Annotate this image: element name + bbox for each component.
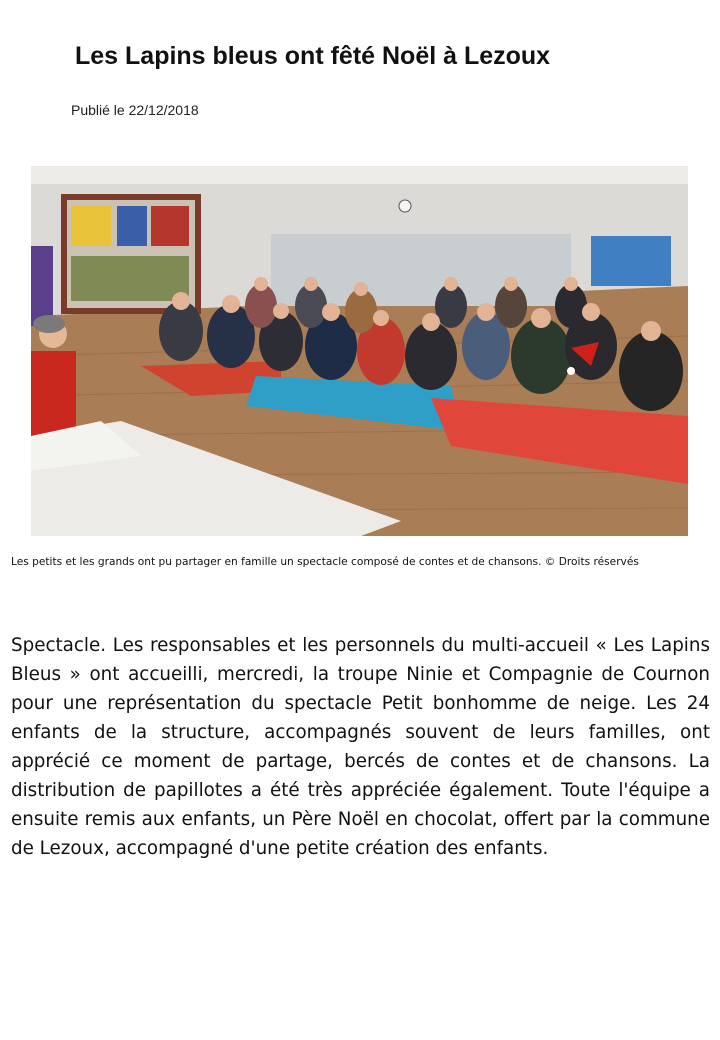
article-title: Les Lapins bleus ont fêté Noël à Lezoux (75, 42, 551, 70)
article-body: Spectacle. Les responsables et les personnels du multi-accueil « Les Lapins Bleus » ont accueilli, mercredi, la troupe Ninie et Compagnie de Cournon pour une représentation du spectacle Petit bonhomme de neige. Les 24 enfants de la structure, accompagnés souvent de leurs familles, ont apprécié ce moment de partage, bercés de contes et de chansons. La distribution de papillotes a été très appréciée également. Toute l'équipe a ensuite remis aux enfants, un Père Noël en chocolat, offert par la commune de Lezoux, accompagné d'une petite création des enfants. (11, 635, 710, 859)
publish-date: Publié le 22/12/2018 (71, 102, 199, 118)
photo-caption: Les petits et les grands ont pu partager en famille un spectacle composé de contes et de chansons. © Droits réservés (11, 556, 639, 568)
article-photo (31, 166, 688, 536)
photo-illustration (31, 166, 688, 536)
